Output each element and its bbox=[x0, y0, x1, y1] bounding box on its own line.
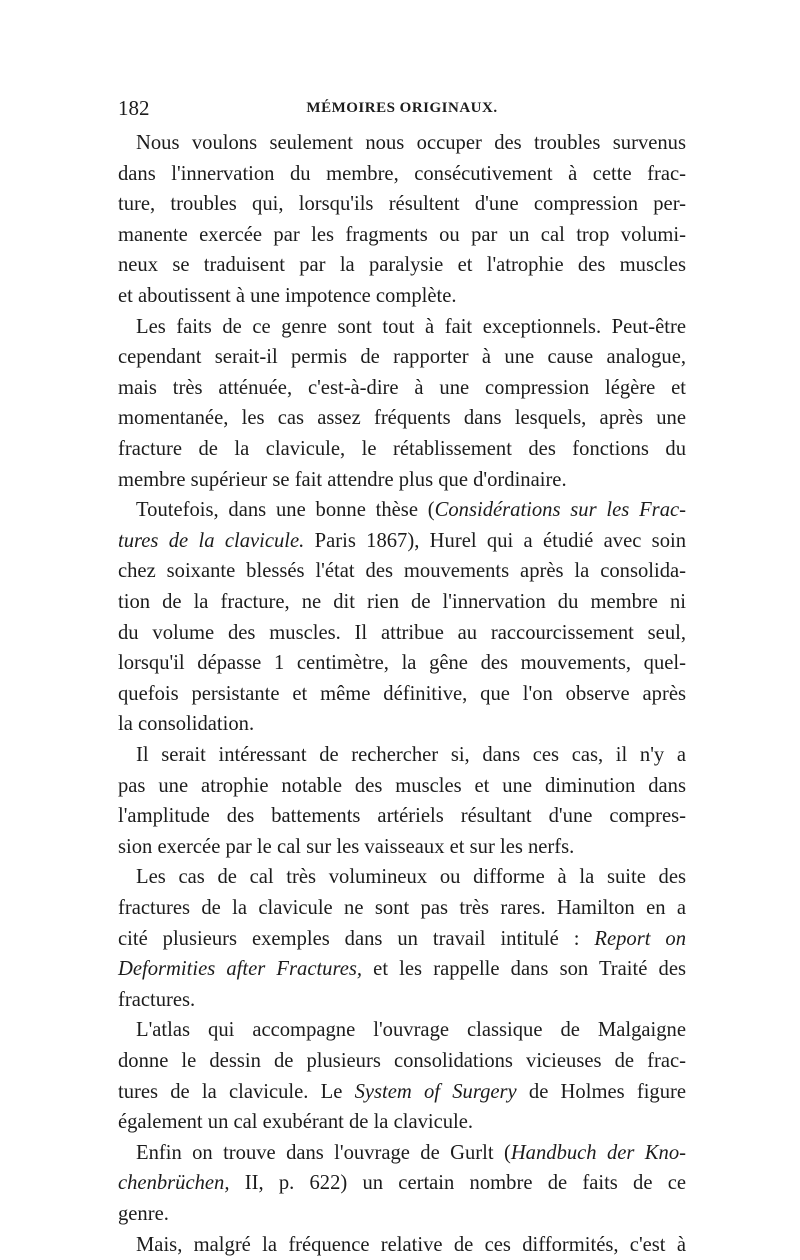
text-run: cependant serait-il permis de rapporter à une cause analogue, bbox=[118, 346, 686, 369]
text-line bbox=[118, 465, 686, 495]
italic-text: System of Surgery bbox=[354, 1080, 517, 1103]
text-line bbox=[118, 954, 686, 984]
text-run: également un cal exubérant de la clavicule. bbox=[118, 1111, 474, 1134]
text-run: mais très atténuée, c'est-à-dire à une compression légère et bbox=[118, 376, 686, 399]
text-run: tion de la fracture, ne dit rien de l'innervation du membre ni bbox=[118, 591, 686, 613]
text-line bbox=[118, 893, 686, 923]
text-run: sion exercée par le cal sur les vaisseaux et sur les nerfs. bbox=[118, 835, 575, 858]
text-run: quefois persistante et même définitive, que l'on observe après bbox=[118, 682, 686, 705]
text-run: la consolidation. bbox=[118, 713, 255, 736]
text-run: chez soixante blessés l'état des mouvements après la consolida- bbox=[118, 560, 686, 583]
text-run: genre. bbox=[118, 1203, 169, 1225]
text-line bbox=[118, 373, 686, 403]
text-run: Paris 1867), Hurel qui a étudié avec soin bbox=[304, 529, 687, 552]
italic-text: chenbrüchen, bbox=[118, 1172, 230, 1195]
text-run: fractures. bbox=[118, 988, 196, 1011]
text-run: lorsqu'il dépasse 1 centimètre, la gêne des mouvements, quel- bbox=[118, 652, 686, 675]
text-line bbox=[118, 495, 686, 525]
text-line bbox=[118, 587, 686, 617]
italic-text: Report on bbox=[594, 927, 686, 950]
text-run: neux se traduisent par la paralysie et l'atrophie des muscles bbox=[118, 254, 686, 277]
text-line bbox=[118, 556, 686, 586]
text-line bbox=[118, 189, 686, 219]
text-run: tures de la clavicule. Le bbox=[118, 1080, 355, 1103]
text-line bbox=[118, 342, 686, 372]
text-run: et aboutissent à une impotence complète. bbox=[118, 285, 457, 307]
text-run: Les cas de cal très volumineux ou difforme à la suite des bbox=[136, 866, 686, 889]
page-number: 182 bbox=[118, 96, 150, 120]
text-line bbox=[118, 220, 686, 250]
text-run: manente exercée par les fragments ou par un cal trop volumi- bbox=[118, 223, 686, 246]
text-run: et les rappelle dans son Traité des bbox=[362, 958, 686, 981]
text-line bbox=[118, 1138, 686, 1168]
text-run: ture, troubles qui, lorsqu'ils résultent d'une compression per- bbox=[118, 193, 686, 216]
text-line bbox=[118, 679, 686, 709]
text-line bbox=[118, 1107, 686, 1137]
text-run: membre supérieur se fait attendre plus que d'ordinaire. bbox=[118, 468, 567, 491]
text-run: Nous voulons seulement nous occuper des troubles survenus bbox=[136, 132, 686, 154]
text-line bbox=[118, 648, 686, 678]
text-run: Enfin on trouve dans l'ouvrage de Gurlt ( bbox=[136, 1141, 511, 1164]
text-run: dans l'innervation du membre, consécutivement à cette frac- bbox=[118, 162, 686, 185]
page-header bbox=[118, 96, 686, 122]
italic-text: Considérations sur les Frac- bbox=[434, 499, 686, 522]
text-line bbox=[118, 1046, 686, 1076]
text-run: L'atlas qui accompagne l'ouvrage classique de Malgaigne bbox=[136, 1019, 686, 1042]
text-line bbox=[118, 526, 686, 556]
italic-text: tures de la clavicule. bbox=[118, 529, 305, 552]
text-run: donne le dessin de plusieurs consolidations vicieuses de frac- bbox=[118, 1050, 686, 1072]
text-run: Mais, malgré la fréquence relative de ces difformités, c'est à bbox=[136, 1233, 686, 1256]
text-run: momentanée, les cas assez fréquents dans lesquels, après une bbox=[118, 407, 686, 430]
text-line bbox=[118, 403, 686, 433]
text-line bbox=[118, 128, 686, 158]
text-line bbox=[118, 1015, 686, 1045]
text-line bbox=[118, 159, 686, 189]
text-run: II, p. 622) un certain nombre de faits de ce bbox=[229, 1172, 686, 1195]
text-line bbox=[118, 618, 686, 648]
text-line bbox=[118, 250, 686, 280]
text-run: cité plusieurs exemples dans un travail intitulé : bbox=[118, 927, 595, 950]
text-line bbox=[118, 1199, 686, 1229]
italic-text: Handbuch der Kno- bbox=[510, 1141, 686, 1164]
text-line bbox=[118, 862, 686, 892]
text-line bbox=[118, 740, 686, 770]
text-run: Il serait intéressant de rechercher si, dans ces cas, il n'y a bbox=[136, 744, 686, 766]
text-line bbox=[118, 709, 686, 739]
text-line bbox=[118, 1168, 686, 1198]
running-title: MÉMOIRES ORIGINAUX. bbox=[306, 100, 498, 116]
text-line bbox=[118, 1077, 686, 1107]
text-line bbox=[118, 924, 686, 954]
text-line bbox=[118, 312, 686, 342]
text-line bbox=[118, 1230, 686, 1260]
text-run: fracture de la clavicule, le rétablissement des fonctions du bbox=[118, 438, 686, 460]
text-line bbox=[118, 801, 686, 831]
text-run: l'amplitude des battements artériels résultant d'une compres- bbox=[118, 805, 686, 828]
text-run: Toutefois, dans une bonne thèse ( bbox=[136, 499, 435, 522]
text-run: fractures de la clavicule ne sont pas très rares. Hamilton en a bbox=[118, 897, 686, 919]
text-line bbox=[118, 771, 686, 801]
text-line bbox=[118, 434, 686, 464]
text-line bbox=[118, 281, 686, 311]
text-run: du volume des muscles. Il attribue au raccourcissement seul, bbox=[118, 621, 686, 644]
text-line bbox=[118, 985, 686, 1015]
italic-text: Deformities after Fractures, bbox=[118, 958, 363, 981]
text-run: Les faits de ce genre sont tout à fait exceptionnels. Peut-être bbox=[136, 315, 686, 338]
text-line bbox=[118, 832, 686, 862]
text-run: de Holmes figure bbox=[516, 1080, 687, 1103]
text-run: pas une atrophie notable des muscles et une diminution dans bbox=[118, 774, 686, 797]
